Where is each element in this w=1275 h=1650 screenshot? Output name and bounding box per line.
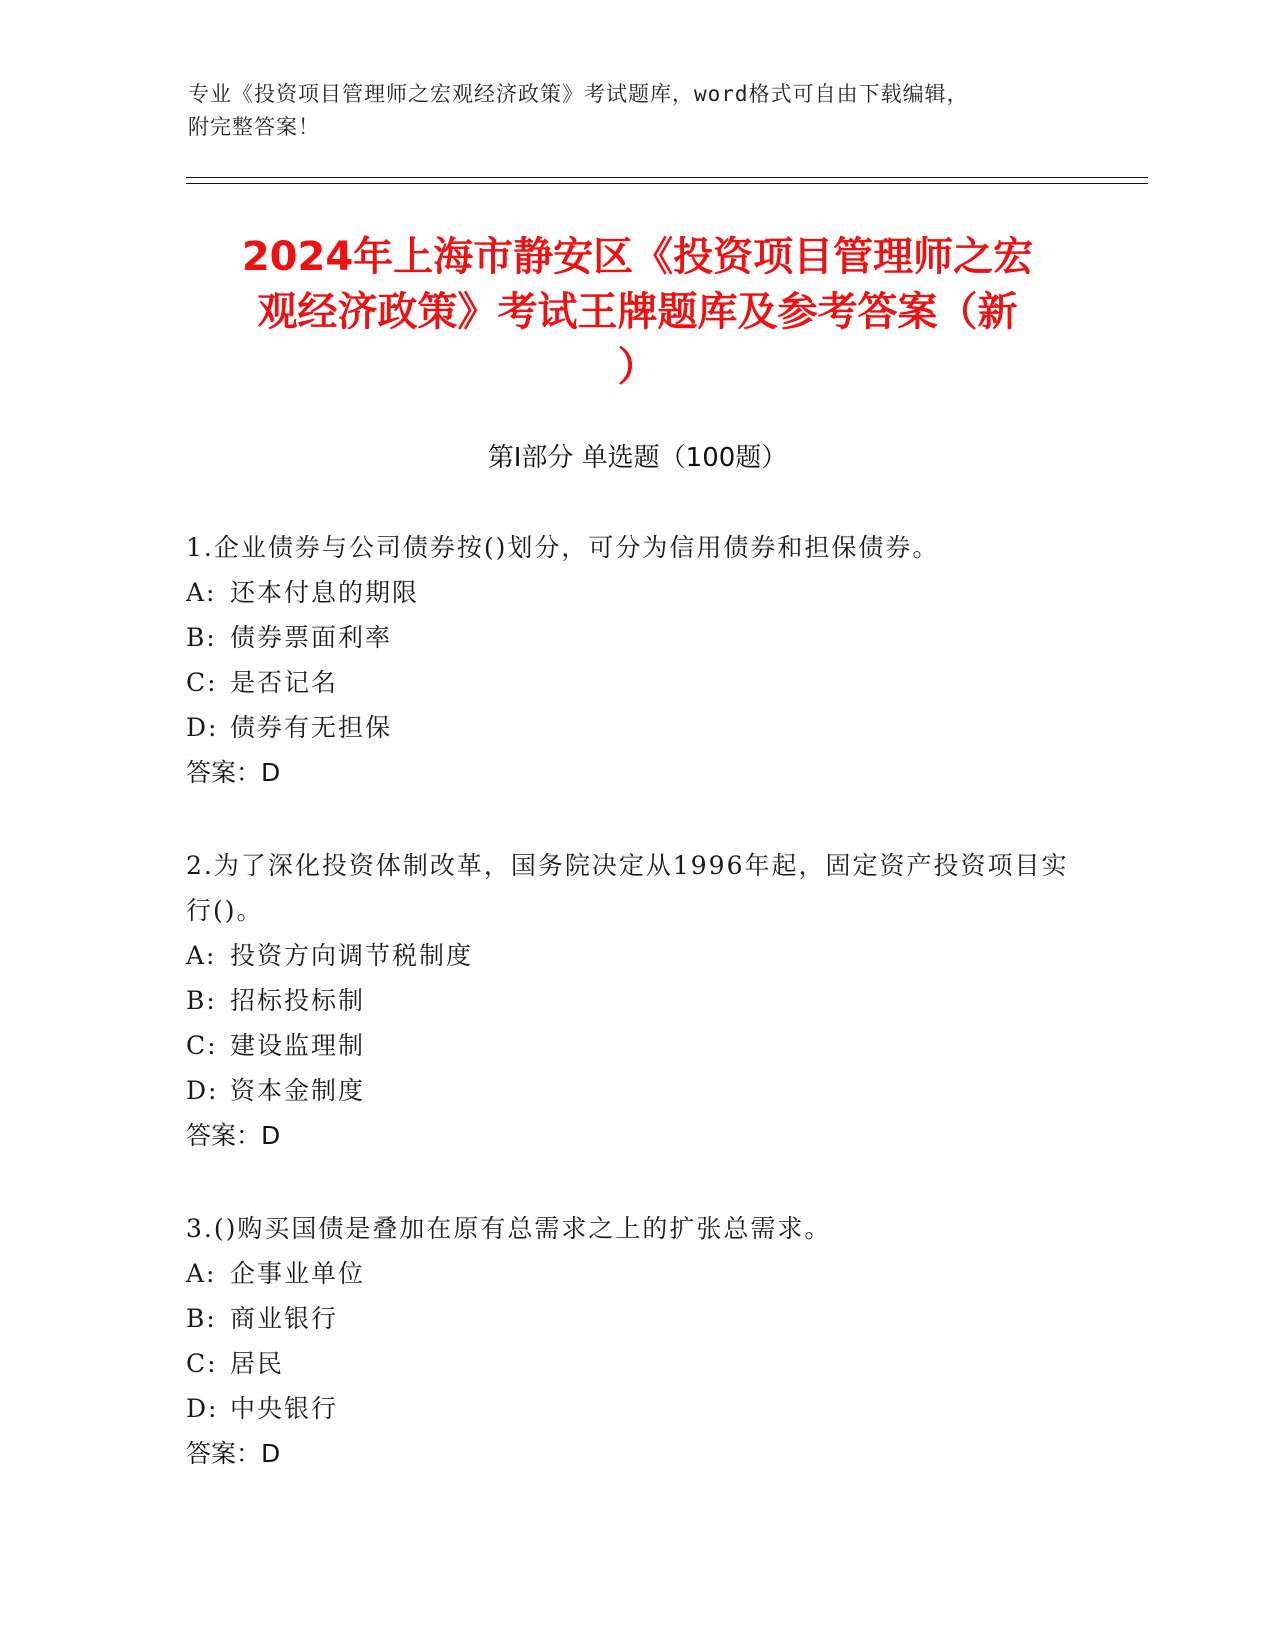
option-key: A: [186,578,217,607]
option-text: 是否记名 [230,668,339,697]
intro-line-1: 专业《投资项目管理师之宏观经济政策》考试题库，word格式可自由下载编辑， [188,82,969,106]
answer-text: 答案：D [186,1439,281,1468]
option-key: B: [186,623,217,652]
option-text: 招标投标制 [230,986,366,1015]
option-c [186,1341,1086,1386]
option-b [186,615,1086,660]
option-text: 企事业单位 [230,1259,366,1288]
question-list [186,525,1086,1524]
option-d [186,1386,1086,1431]
title-line-3: ） [617,344,658,390]
header-divider-top [186,177,1148,178]
option-text: 投资方向调节税制度 [230,941,474,970]
option-key: D: [186,713,219,742]
option-key: A: [186,941,217,970]
intro-text [188,78,1088,144]
option-b [186,1296,1086,1341]
option-a [186,1251,1086,1296]
option-d [186,1068,1086,1113]
option-text: 商业银行 [230,1304,339,1333]
title-line-2: 观经济政策》考试王牌题库及参考答案（新 [257,289,1018,335]
option-key: C: [186,668,218,697]
header-divider-bottom [186,183,1148,184]
question-text: 1.企业债券与公司债券按()划分，可分为信用债券和担保债券。 [186,533,940,562]
question-3 [186,1206,1086,1476]
option-text: 还本付息的期限 [230,578,420,607]
answer-text: 答案：D [186,1121,281,1150]
title-line-1: 2024年上海市静安区《投资项目管理师之宏 [241,234,1034,280]
option-c [186,1023,1086,1068]
section-title: 第Ⅰ部分 单选题（100题） [487,443,788,473]
option-d [186,705,1086,750]
option-key: B: [186,1304,217,1333]
option-key: B: [186,986,217,1015]
option-key: C: [186,1349,218,1378]
question-text: 2.为了深化投资体制改革，国务院决定从1996年起，固定资产投资项目实行()。 [186,851,1069,925]
option-text: 债券票面利率 [230,623,393,652]
document-title [150,230,1125,395]
option-a [186,933,1086,978]
option-text: 居民 [230,1349,285,1378]
option-text: 债券有无担保 [230,713,393,742]
option-text: 资本金制度 [230,1076,366,1105]
option-c [186,660,1086,705]
answer-text: 答案：D [186,758,281,787]
option-text: 建设监理制 [230,1031,366,1060]
option-key: D: [186,1394,219,1423]
option-text: 中央银行 [230,1394,339,1423]
option-b [186,978,1086,1023]
option-key: A: [186,1259,217,1288]
option-key: D: [186,1076,219,1105]
question-text: 3.()购买国债是叠加在原有总需求之上的扩张总需求。 [186,1214,832,1243]
option-key: C: [186,1031,218,1060]
intro-line-2: 附完整答案！ [188,115,320,139]
option-a [186,570,1086,615]
question-1 [186,525,1086,795]
question-2 [186,843,1086,1158]
